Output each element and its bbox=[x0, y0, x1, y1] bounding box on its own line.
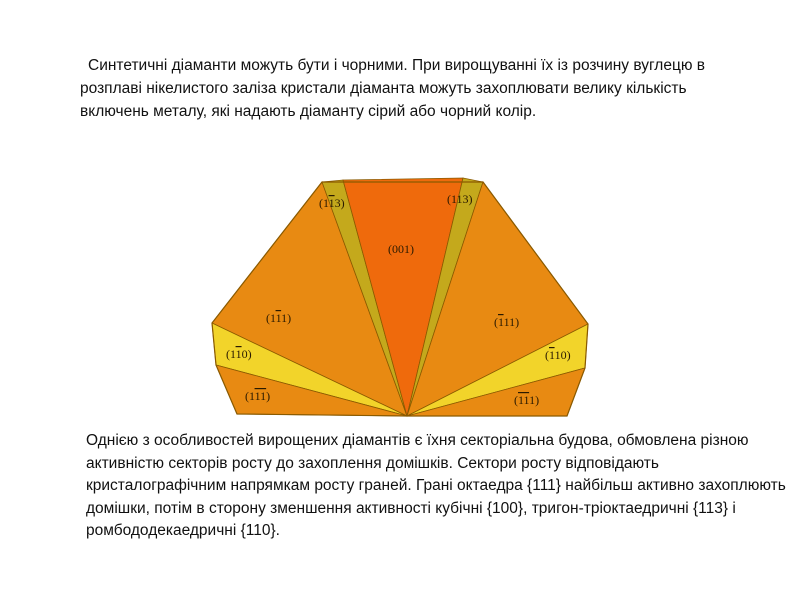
label-113-left: (113) bbox=[319, 196, 345, 210]
label-001: (001) bbox=[388, 242, 414, 256]
intro-paragraph: Синтетичні діаманти можуть бути і чорними. При вирощуванні їх із розчину вуглецю в розплаві нікелистого заліза кристали діаманта можуть захоплювати велику кількість включень металу, які надають діаманту сірий або чорний колір. bbox=[80, 57, 706, 120]
sector-structure-paragraph: Однією з особливостей вирощених діамантів є їхня секторіальна будова, обмовлена різною активністю секторів росту до захоплення домішків. Сектори росту відповідають кристалографічним напрямкам росту граней. Грані октаедра {111} найбільш активно захоплюють домішки, потім в сторону зменшення активності кубічні {100}, тригон-тріоктаедричні {113} і ромбододекаедричні {110}. bbox=[86, 432, 786, 540]
label-110-left: (110) bbox=[226, 347, 252, 361]
label-113-right: (113) bbox=[447, 192, 473, 206]
label-111-right: (111) bbox=[494, 315, 520, 329]
label-111-bottom-right: (111) bbox=[514, 393, 540, 407]
label-111-left: (111) bbox=[266, 311, 292, 325]
label-111-bottom-left: (111) bbox=[245, 389, 271, 403]
label-110-right: (110) bbox=[545, 348, 571, 362]
